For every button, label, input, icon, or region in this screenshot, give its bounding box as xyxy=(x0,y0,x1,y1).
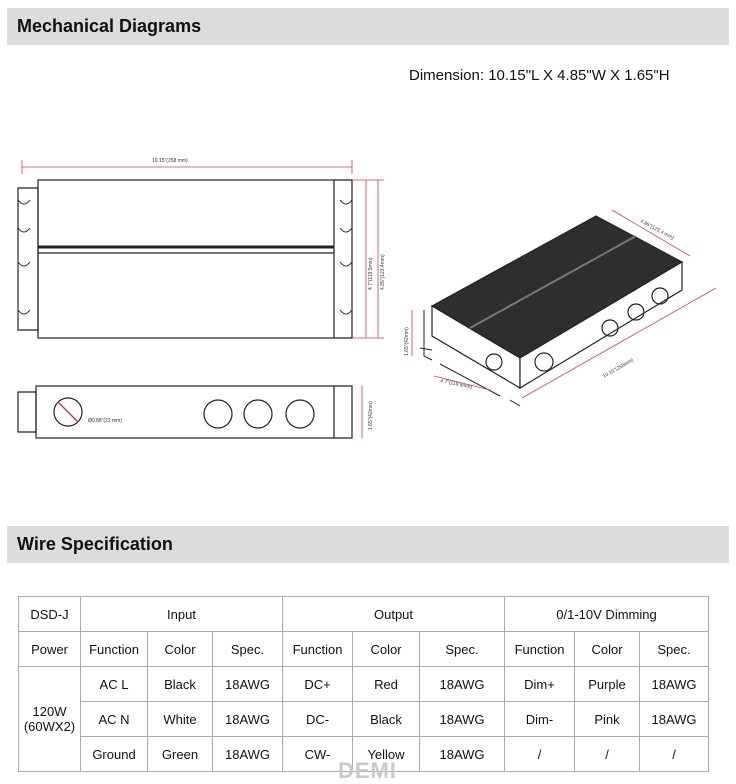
mechanical-diagrams-header xyxy=(7,8,729,45)
spec-header: Spec. xyxy=(213,632,283,667)
dimension-text: Dimension: 10.15"L X 4.85"W X 1.65"H xyxy=(409,67,670,84)
side-height-label: 1.65"(42mm) xyxy=(368,401,374,430)
model-cell: DSD-J xyxy=(19,597,81,632)
cell: Purple xyxy=(575,667,640,702)
spec-header: Spec. xyxy=(420,632,505,667)
cell: Black xyxy=(353,702,420,737)
cell: AC L xyxy=(81,667,148,702)
cell: Red xyxy=(353,667,420,702)
cell: 18AWG xyxy=(420,702,505,737)
cell: Green xyxy=(148,737,213,772)
power-sub: (60WX2) xyxy=(23,719,76,734)
cell: 18AWG xyxy=(420,737,505,772)
color-header: Color xyxy=(353,632,420,667)
cell: 18AWG xyxy=(213,667,283,702)
cell: 18AWG xyxy=(213,702,283,737)
cell: White xyxy=(148,702,213,737)
iso-length-label: 10.15"(258mm) xyxy=(602,357,635,380)
cell: Ground xyxy=(81,737,148,772)
color-header: Color xyxy=(575,632,640,667)
mechanical-diagram xyxy=(0,150,736,470)
cell: 18AWG xyxy=(640,667,709,702)
iso-width-label: 4.85"(123.4 mm) xyxy=(639,218,675,242)
power-cell xyxy=(19,667,81,772)
table-row xyxy=(19,632,709,667)
top-length-label: 10.15"(258 mm) xyxy=(152,158,188,164)
cell: Dim+ xyxy=(505,667,575,702)
cell: 18AWG xyxy=(213,737,283,772)
power-header: Power xyxy=(19,632,81,667)
table-row xyxy=(19,702,709,737)
cell: CW- xyxy=(283,737,353,772)
height-b-label: 4.85"(123.4mm) xyxy=(380,254,386,290)
cell: Yellow xyxy=(353,737,420,772)
input-header: Input xyxy=(81,597,283,632)
cell: DC- xyxy=(283,702,353,737)
table-row xyxy=(19,597,709,632)
cell: Pink xyxy=(575,702,640,737)
function-header: Function xyxy=(283,632,353,667)
function-header: Function xyxy=(505,632,575,667)
cell: / xyxy=(575,737,640,772)
cell: Dim- xyxy=(505,702,575,737)
wire-specification-title: Wire Specification xyxy=(17,534,173,554)
height-a-label: 4.7"(119.5mm) xyxy=(368,257,374,290)
output-header: Output xyxy=(283,597,505,632)
dimming-header: 0/1-10V Dimming xyxy=(505,597,709,632)
cell: 18AWG xyxy=(420,667,505,702)
mechanical-diagrams-title: Mechanical Diagrams xyxy=(17,16,202,36)
color-header: Color xyxy=(148,632,213,667)
iso-foot-label: 4.7"(119.5mm) xyxy=(439,378,473,391)
iso-height-label: 1.65"(42mm) xyxy=(404,327,410,356)
wire-spec-table xyxy=(18,596,709,772)
cell: AC N xyxy=(81,702,148,737)
power-value: 120W xyxy=(32,704,67,719)
cell: Black xyxy=(148,667,213,702)
top-view xyxy=(18,160,384,338)
wire-specification-header xyxy=(7,526,729,563)
side-view xyxy=(18,386,362,438)
function-header: Function xyxy=(81,632,148,667)
watermark-text: DEMI xyxy=(338,758,397,783)
spec-header: Spec. xyxy=(640,632,709,667)
cell: DC+ xyxy=(283,667,353,702)
cell: / xyxy=(505,737,575,772)
cell: / xyxy=(640,737,709,772)
cell: 18AWG xyxy=(640,702,709,737)
hole-dia-label: Ø0.88"(22 mm) xyxy=(88,418,123,424)
table-row xyxy=(19,667,709,702)
